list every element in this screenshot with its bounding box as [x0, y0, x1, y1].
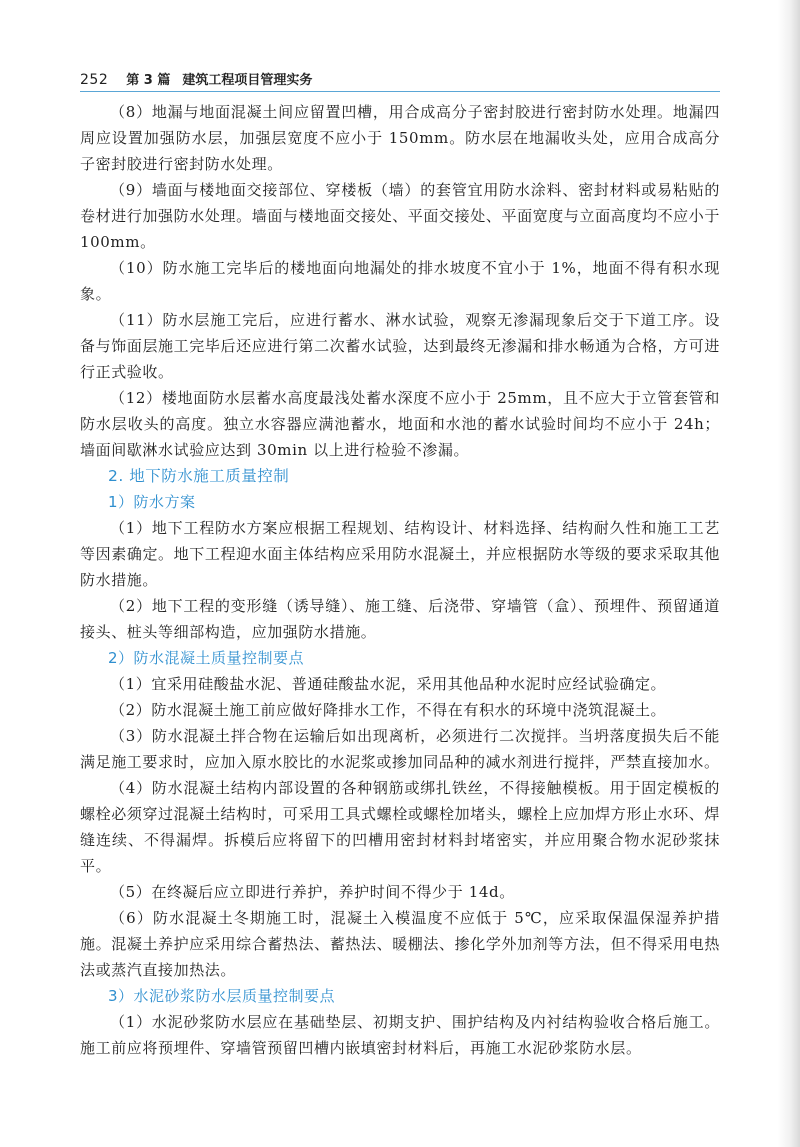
concrete-paragraph-3: （3）防水混凝土拌合物在运输后如出现离析，必须进行二次搅拌。当坍落度损失后不能满足施工要求时，应加入原水胶比的水泥浆或掺加同品种的减水剂进行搅拌，严禁直接加水。 [80, 727, 720, 771]
paragraph-11: （11）防水层施工完后，应进行蓄水、淋水试验，观察无渗漏现象后交于下道工序。设备与饰面层施工完毕后还应进行第二次蓄水试验，达到最终无渗漏和排水畅通为合格，方可进行正式验收。 [80, 311, 720, 381]
paragraph-9: （9）墙面与楼地面交接部位、穿楼板（墙）的套管宜用防水涂料、密封材料或易粘贴的卷材进行加强防水处理。墙面与楼地面交接处、平面交接处、平面宽度与立面高度均不应小于 100mm。 [80, 181, 720, 251]
subheading-waterproofing-plan: 1）防水方案 [108, 493, 196, 511]
concrete-paragraph-5: （5）在终凝后应立即进行养护，养护时间不得少于 14d。 [110, 883, 515, 901]
book-title: 建筑工程项目管理实务 [182, 73, 313, 88]
concrete-paragraph-6: （6）防水混凝土冬期施工时，混凝土入模温度不应低于 5℃，应采取保温保湿养护措施。混凝土养护应采用综合蓄热法、蓄热法、暖棚法、掺化学外加剂等方法，但不得采用电热法或蒸汽直接加热法。 [80, 909, 720, 979]
header-divider [80, 91, 720, 92]
paragraph-12: （12）楼地面防水层蓄水高度最浅处蓄水深度不应小于 25mm，且不应大于立管套管和防水层收头的高度。独立水容器应满池蓄水，地面和水池的蓄水试验时间均不应小于 24h；墙面间歇淋水试验应达到 30min 以上进行检验不渗漏。 [80, 389, 720, 459]
paragraph-10: （10）防水施工完毕后的楼地面向地漏处的排水坡度不宜小于 1%，地面不得有积水现象。 [80, 259, 720, 303]
section-heading-underground-waterproofing: 2. 地下防水施工质量控制 [108, 467, 290, 485]
subheading-waterproof-concrete: 2）防水混凝土质量控制要点 [108, 649, 305, 667]
concrete-paragraph-1: （1）宜采用硅酸盐水泥、普通硅酸盐水泥，采用其他品种水泥时应经试验确定。 [110, 675, 667, 693]
concrete-paragraph-4: （4）防水混凝土结构内部设置的各种钢筋或绑扎铁丝，不得接触模板。用于固定模板的螺栓必须穿过混凝土结构时，可采用工具式螺栓或螺栓加堵头，螺栓上应加焊方形止水环、焊缝连续、不得漏焊。拆模后应将留下的凹槽用密封材料封堵密实，并应用聚合物水泥砂浆抹平。 [80, 779, 720, 875]
page-body [80, 99, 720, 1061]
page-header [80, 64, 720, 88]
section-label: 第 3 篇 [126, 73, 171, 88]
paragraph-8: （8）地漏与地面混凝土间应留置凹槽，用合成高分子密封胶进行密封防水处理。地漏四周应设置加强防水层，加强层宽度不应小于 150mm。防水层在地漏收头处，应用合成高分子密封胶进行密封防水处理。 [80, 103, 720, 173]
page-edge-shadow [778, 0, 800, 1147]
mortar-paragraph-1: （1）水泥砂浆防水层应在基础垫层、初期支护、围护结构及内衬结构验收合格后施工。施工前应将预埋件、穿墙管预留凹槽内嵌填密封材料后，再施工水泥砂浆防水层。 [80, 1013, 720, 1057]
plan-paragraph-2: （2）地下工程的变形缝（诱导缝）、施工缝、后浇带、穿墙管（盒）、预埋件、预留通道接头、桩头等细部构造，应加强防水措施。 [80, 597, 720, 641]
page-number: 252 [80, 72, 109, 88]
plan-paragraph-1: （1）地下工程防水方案应根据工程规划、结构设计、材料选择、结构耐久性和施工工艺等因素确定。地下工程迎水面主体结构应采用防水混凝土，并应根据防水等级的要求采取其他防水措施。 [80, 519, 720, 589]
subheading-cement-mortar-layer: 3）水泥砂浆防水层质量控制要点 [108, 987, 336, 1005]
concrete-paragraph-2: （2）防水混凝土施工前应做好降排水工作，不得在有积水的环境中浇筑混凝土。 [110, 701, 667, 719]
